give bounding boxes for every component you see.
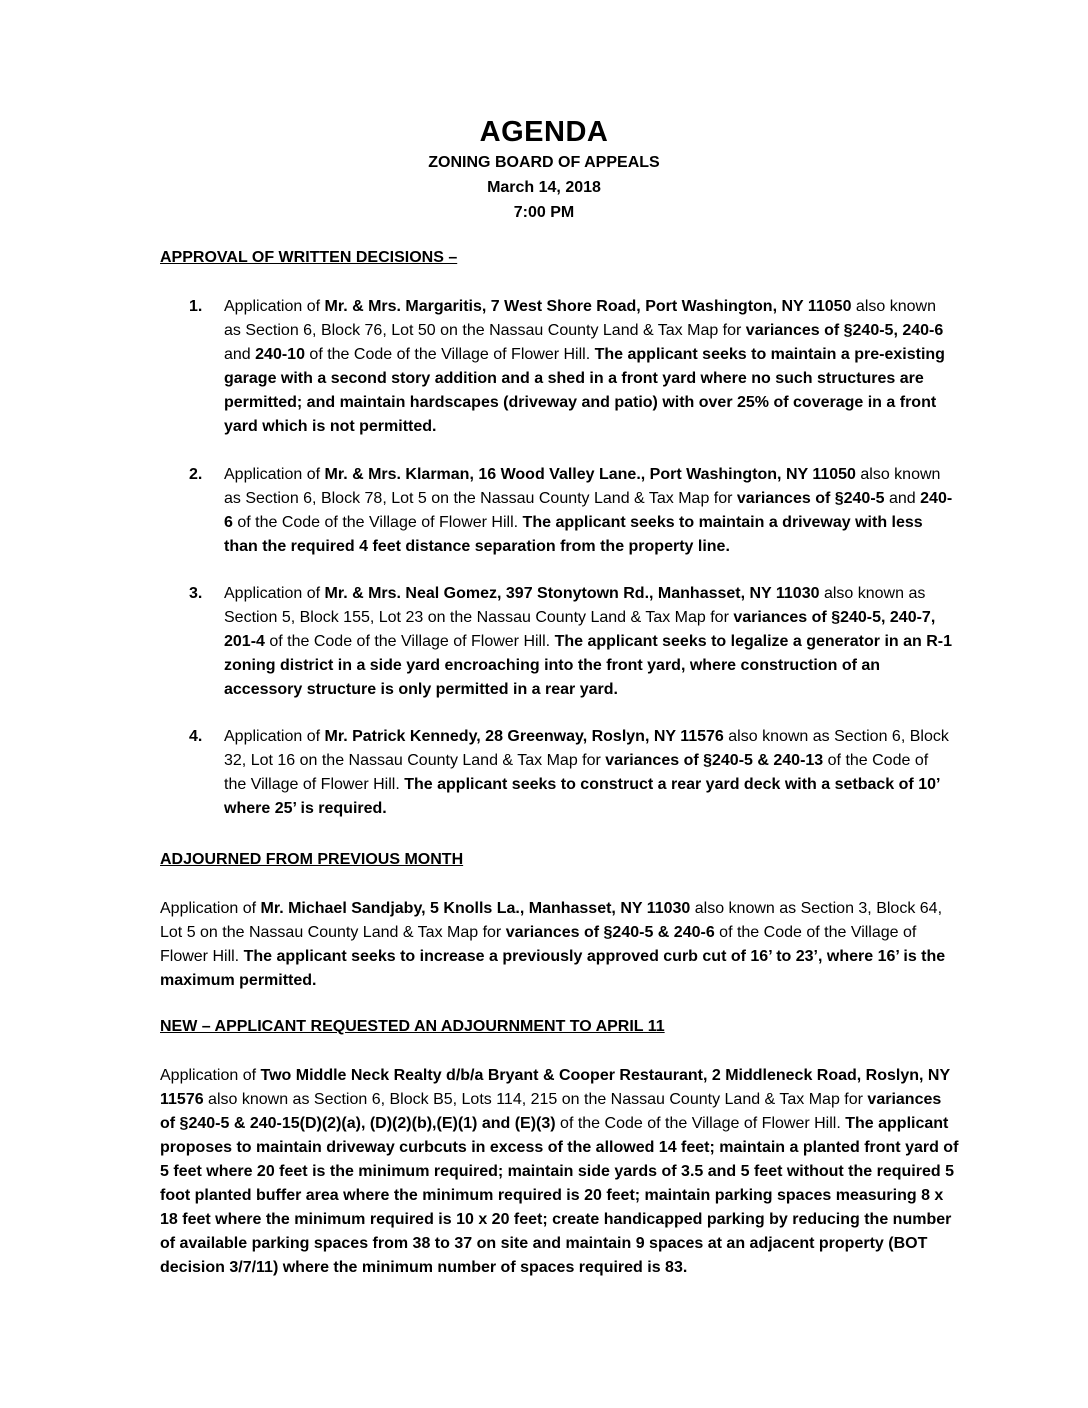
applicant-request: The applicant seeks to legalize a generator in an R-1 zoning district in a side yard encroaching into the front yard, where construction of an accessory structure is only permitted in a rear yard. (224, 633, 953, 698)
new-item (160, 1064, 960, 1280)
agenda-item-4 (224, 725, 954, 821)
item-text: of the Code of the Village of Flower Hill. (232, 514, 523, 531)
applicant-request: The applicant seeks to increase a previously approved curb cut of 16’ to 23’, where 16’ is the maximum permitted. (160, 948, 946, 989)
item-text: also known as Section 6, Block 32, Lot 16 on the Nassau County Land & Tax Map for (224, 728, 949, 769)
meeting-date: March 14, 2018 (487, 179, 601, 196)
variance-codes: variances of §240-5, 240-7, 201-4 (224, 609, 936, 650)
section-new: NEW – APPLICANT REQUESTED AN ADJOURNMENT TO APRIL 11 (160, 1018, 665, 1035)
item-text: Application of (224, 466, 325, 483)
item-text: also known as Section 6, Block B5, Lots 114, 215 on the Nassau County Land & Tax Map for (203, 1091, 868, 1108)
item-text: and (224, 346, 256, 363)
page-title: AGENDA (479, 116, 609, 148)
applicant-address: Two Middle Neck Realty d/b/a Bryant & Cooper Restaurant, 2 Middleneck Road, Roslyn, NY 11576 (160, 1067, 950, 1108)
applicant-address: Mr. & Mrs. Margaritis, 7 West Shore Road, Port Washington, NY 11050 (324, 298, 852, 315)
item-text: Application of (224, 585, 325, 602)
item-text: Application of (160, 1067, 261, 1084)
applicant-address: Mr. Michael Sandjaby, 5 Knolls La., Manhasset, NY 11030 (260, 900, 691, 917)
variance-codes: variances of §240-5 & 240-15(D)(2)(a), (D)(2)(b),(E)(1) and (E)(3) (160, 1091, 942, 1132)
item-text: Application of (224, 298, 325, 315)
item-text: of the Code of the Village of Flower Hill. (304, 346, 595, 363)
item-text: of the Code of the Village of Flower Hill. (224, 752, 929, 793)
agenda-item-3 (224, 582, 954, 702)
adjourned-item (160, 897, 960, 993)
item-text: of the Code of the Village of Flower Hill. (264, 633, 555, 650)
agenda-item-1 (224, 295, 954, 439)
item-text: also known as Section 6, Block 76, Lot 50 on the Nassau County Land & Tax Map for (224, 298, 936, 339)
applicant-request: The applicant seeks to maintain a pre-existing garage with a second story addition and a shed in a front yard where no such structures are permitted; and maintain hardscapes (driveway and patio) with over 25% of coverage in a front yard which is not permitted. (224, 346, 945, 435)
variance-codes: 240-10 (255, 346, 305, 363)
agenda-header (0, 114, 1088, 225)
item-text: also known as Section 5, Block 155, Lot 23 on the Nassau County Land & Tax Map for (224, 585, 926, 626)
item-text: of the Code of the Village of Flower Hill. (160, 924, 917, 965)
item-text: Application of (224, 728, 325, 745)
variance-codes: variances of §240-5, 240-6 (745, 322, 944, 339)
applicant-address: Mr. Patrick Kennedy, 28 Greenway, Roslyn, NY 11576 (324, 728, 724, 745)
item-text: Application of (160, 900, 261, 917)
variance-codes: variances of §240-5 & 240-6 (505, 924, 715, 941)
item-number-2: 2. (189, 466, 203, 483)
item-number-4: 4. (189, 728, 203, 745)
applicant-request: The applicant proposes to maintain driveway curbcuts in excess of the allowed 14 feet; maintain a planted front yard of 5 feet where 20 feet is the minimum required; maintain side yards of 3.5 and 5 feet without the required 5 foot planted buffer area where the minimum required is 20 feet; maintain parking spaces measuring 8 x 18 feet where the minimum required is 10 x 20 feet; create handicapped parking by reducing the number of available parking spaces from 38 to 37 on site and maintain 9 spaces at an adjacent property (BOT decision 3/7/11) where the minimum number of spaces required is 83. (160, 1115, 959, 1276)
agenda-item-2 (224, 463, 954, 559)
item-number-1: 1. (189, 298, 203, 315)
item-text: of the Code of the Village of Flower Hill. (555, 1115, 846, 1132)
variance-codes: 240-6 (224, 490, 953, 531)
section-adjourned: ADJOURNED FROM PREVIOUS MONTH (160, 851, 464, 868)
board-name: ZONING BOARD OF APPEALS (428, 154, 660, 171)
item-text: and (884, 490, 921, 507)
variance-codes: variances of §240-5 & 240-13 (605, 752, 824, 769)
item-text: also known as Section 6, Block 78, Lot 5 on the Nassau County Land & Tax Map for (224, 466, 941, 507)
item-text: also known as Section 3, Block 64, Lot 5 on the Nassau County Land & Tax Map for (160, 900, 943, 941)
section-written-decisions: APPROVAL OF WRITTEN DECISIONS – (160, 249, 458, 266)
applicant-request: The applicant seeks to maintain a driveway with less than the required 4 feet distance separation from the property line. (224, 514, 923, 555)
applicant-address: Mr. & Mrs. Neal Gomez, 397 Stonytown Rd., Manhasset, NY 11030 (324, 585, 820, 602)
item-number-3: 3. (189, 585, 203, 602)
variance-codes: variances of §240-5 (736, 490, 885, 507)
applicant-address: Mr. & Mrs. Klarman, 16 Wood Valley Lane., Port Washington, NY 11050 (324, 466, 856, 483)
meeting-time: 7:00 PM (513, 204, 575, 221)
applicant-request: The applicant seeks to construct a rear yard deck with a setback of 10’ where 25’ is required. (224, 776, 940, 817)
